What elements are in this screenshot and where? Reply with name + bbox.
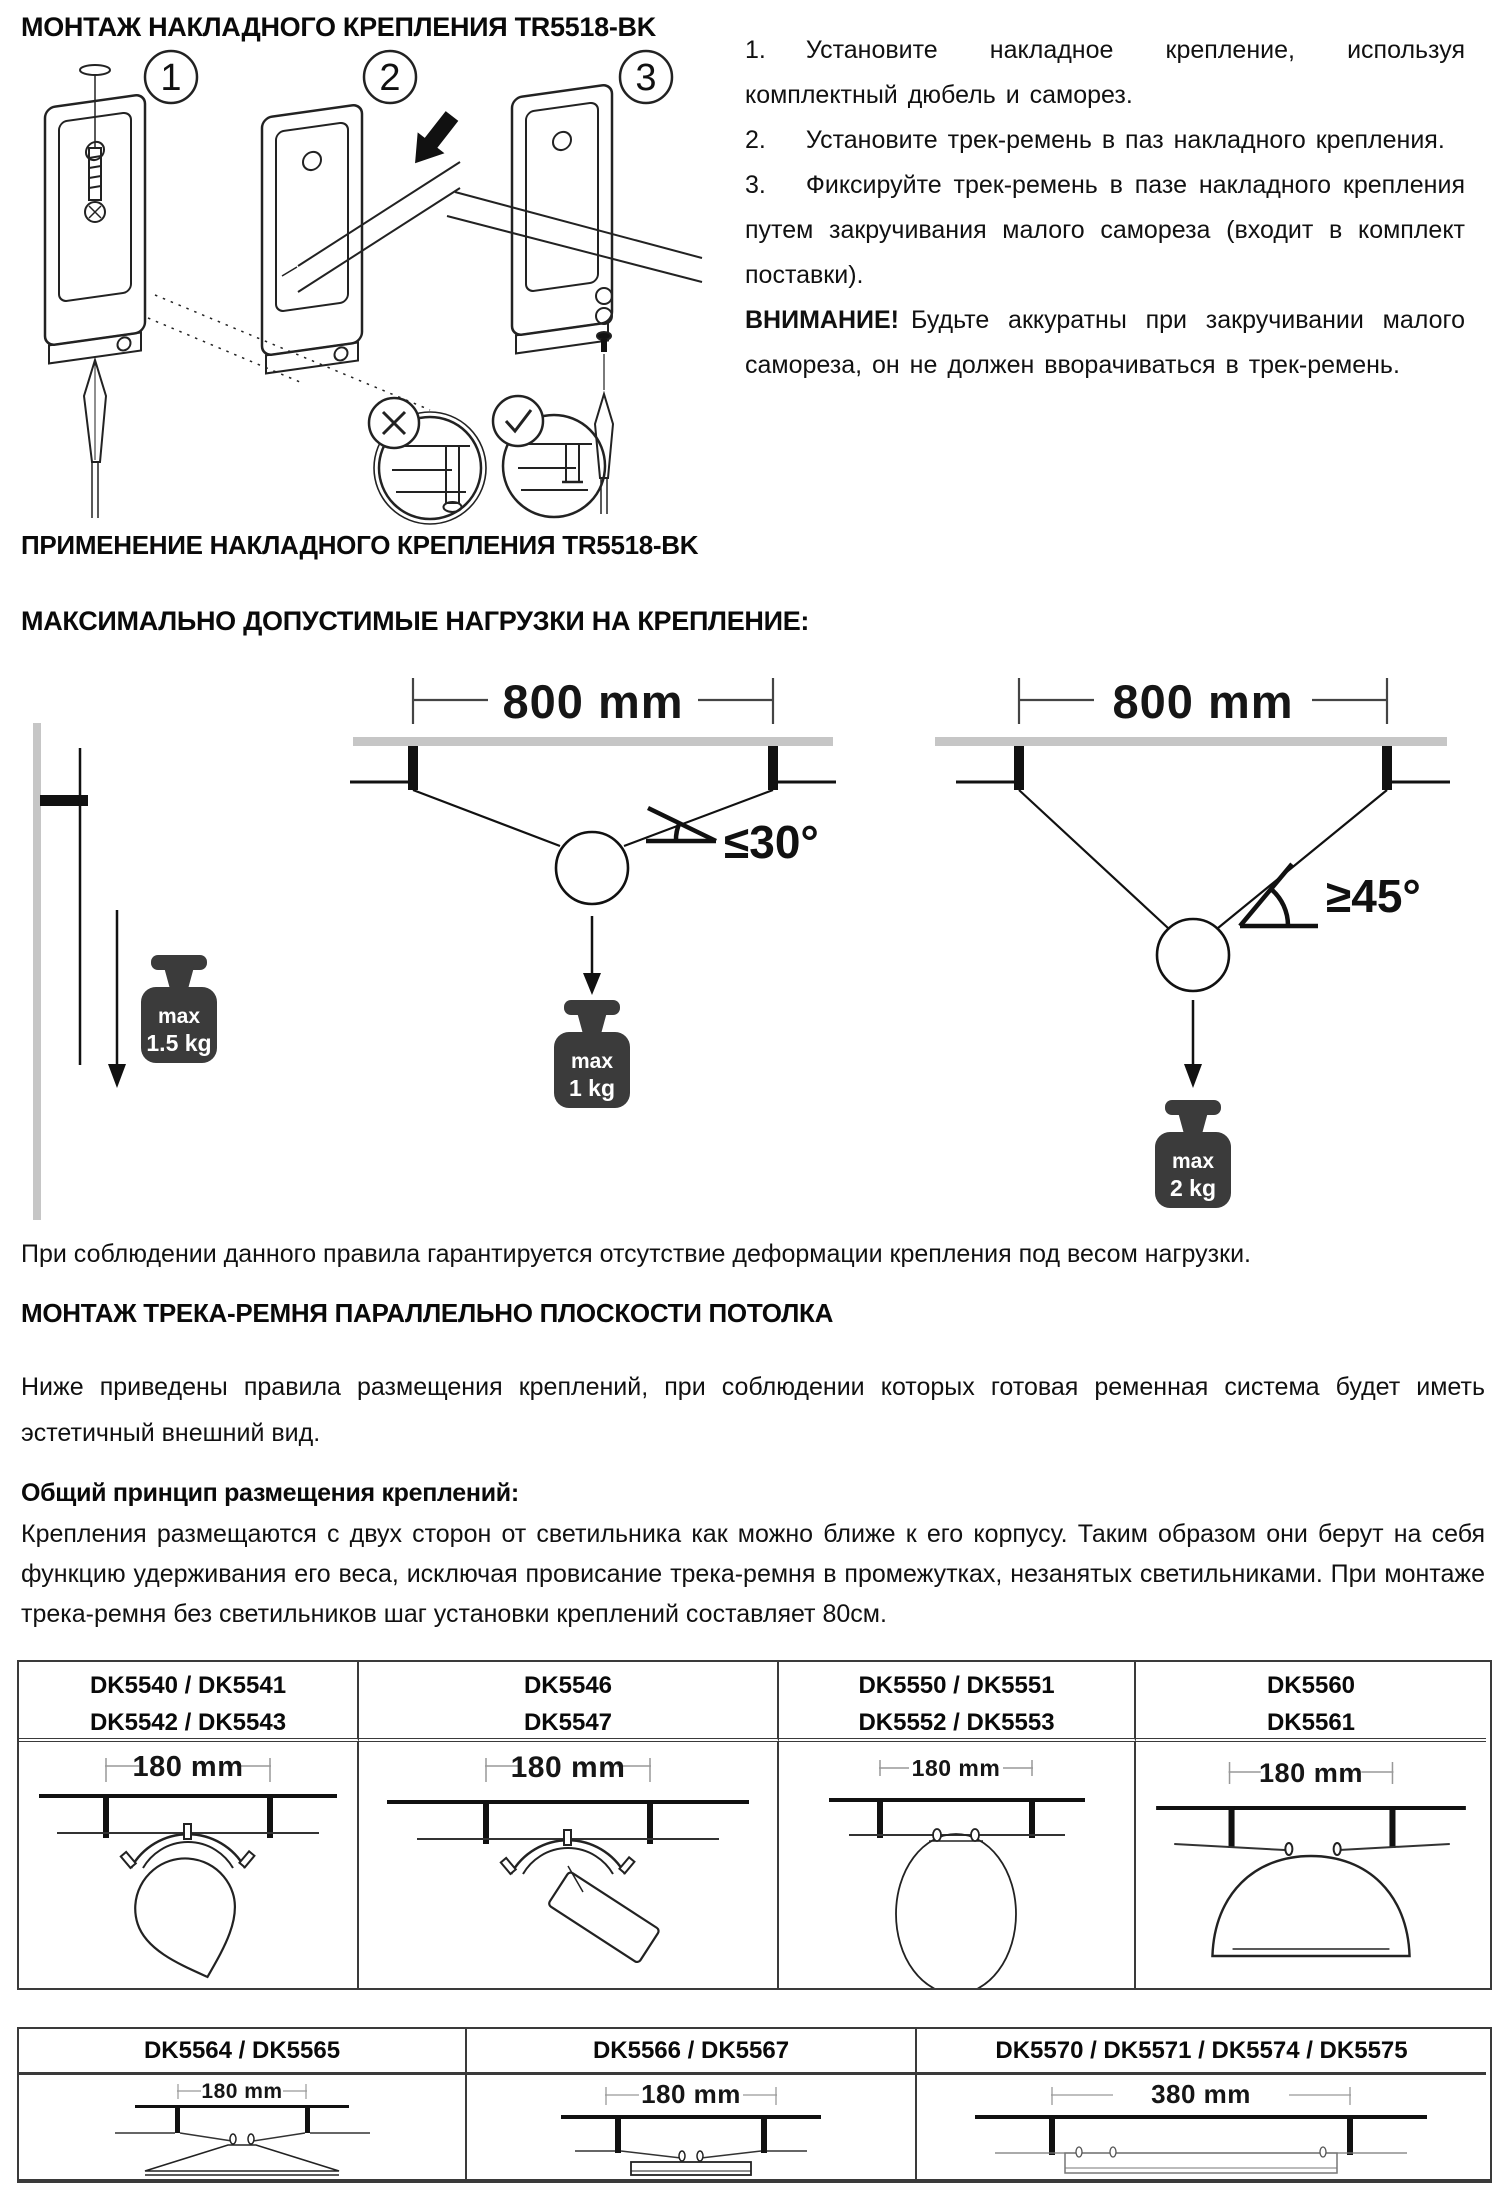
table1-diagram-col4 (1136, 1742, 1486, 1988)
luminaire-circle (1157, 919, 1229, 991)
cell-dimension-label: 180 mm (641, 2079, 741, 2109)
table1-header-col4 (1136, 1662, 1486, 1742)
correct-detail-circle (493, 396, 605, 517)
weight-value-label: 1.5 kg (146, 1030, 212, 1056)
principle-title: Общий принцип размещения креплений: (21, 1479, 519, 1507)
angle-wedge-icon (646, 808, 716, 841)
model-codes: DK5540 / DK5541 (89, 1672, 287, 1699)
angle-wedge-icon (1240, 864, 1318, 926)
weight-max-label: max (157, 1005, 201, 1028)
model-codes: DK5550 / DK5551 (858, 1672, 1055, 1699)
screw-icon (80, 65, 110, 222)
cell-dimension-label: 180 mm (911, 1755, 1001, 1781)
step-2-number: 2 (379, 57, 401, 99)
model-codes: DK5547 (523, 1709, 613, 1736)
instruction-text-block (745, 28, 1465, 388)
panel-lamp-diagram (467, 2075, 915, 2179)
mounting-steps-drawing (15, 40, 730, 535)
span-dimension-label: 800 mm (1112, 675, 1294, 728)
section-title-apply: ПРИМЕНЕНИЕ НАКЛАДНОГО КРЕПЛЕНИЯ TR5518-BK (21, 530, 699, 560)
model-codes: DK5566 / DK5567 (592, 2037, 790, 2064)
step-1-number: 1 (160, 57, 182, 99)
step-number: 1. (745, 36, 766, 64)
table1-diagram-col1 (19, 1742, 359, 1988)
cell-dimension-label: 180 mm (510, 1751, 626, 1784)
angle-label: ≤30° (724, 816, 819, 868)
step-3-number: 3 (635, 57, 657, 99)
fixing-screw-icon (596, 288, 612, 390)
model-codes: DK5570 / DK5571 / DK5574 / DK5575 (995, 2037, 1408, 2064)
weight-value-label: 2 kg (1169, 1175, 1217, 1201)
parallel-intro: Ниже приведены правила размещения креплений, при соблюдении которых готовая ременная система будет иметь эстетичный внешний вид. (21, 1373, 1485, 1447)
principle-text: Крепления размещаются с двух сторон от светильника как можно ближе к его корпусу. Таким образом они берут на себя функцию удерживания его веса, исключая провисание трека-ремня в промежутках, незанятых светильниками. При монтаже трека-ремня без светильников шаг установки креплений составляет 80см. (21, 1520, 1485, 1628)
loads-note: При соблюдении данного правила гарантируется отсутствие деформации крепления под весом нагрузки. (21, 1240, 1251, 1268)
sphere-lamp-diagram (779, 1742, 1134, 1988)
track-belt-step-3 (447, 192, 702, 282)
load-diagram-30deg (350, 675, 836, 1108)
cell-dimension-label: 380 mm (1151, 2079, 1251, 2109)
step-text: Фиксируйте трек-ремень в пазе накладного крепления путем закручивания малого самореза (входит в комплект поставки). (745, 171, 1465, 289)
model-codes: DK5560 (1266, 1672, 1356, 1699)
cone-lamp-diagram (19, 2075, 465, 2179)
table2-header-col1 (19, 2029, 467, 2075)
step-text-3 (745, 163, 1465, 298)
table1-header-col2 (359, 1662, 779, 1742)
weight-icon (554, 1000, 630, 1108)
warning-text: Будьте аккуратны при закручивании малого самореза, он не должен вворачиваться в трек-ремень. (745, 306, 1465, 379)
dome-lamp-diagram (1136, 1742, 1486, 1988)
cell-dimension-label: 180 mm (132, 1751, 244, 1783)
models-table-1 (17, 1660, 1492, 1990)
table2-diagram-col2 (467, 2075, 917, 2179)
step-text-1 (745, 28, 1465, 118)
spot-cylinder-diagram (359, 1742, 777, 1988)
section-title-parallel: МОНТАЖ ТРЕКА-РЕМНЯ ПАРАЛЛЕЛЬНО ПЛОСКОСТИ ПОТОЛКА (21, 1298, 834, 1328)
table1-diagram-col3 (779, 1742, 1136, 1988)
section-title-mount: МОНТАЖ НАКЛАДНОГО КРЕПЛЕНИЯ TR5518-BK (21, 12, 656, 42)
track-belt-step-2 (148, 162, 460, 410)
table2-header-col3 (917, 2029, 1486, 2075)
angle-label: ≥45° (1326, 870, 1421, 922)
wrong-detail-circle (369, 398, 486, 524)
step-text: Установите трек-ремень в паз накладного крепления. (805, 126, 1445, 154)
models-table-2 (17, 2027, 1492, 2183)
weight-icon (1155, 1100, 1231, 1208)
cell-dimension-label: 180 mm (201, 2080, 283, 2103)
max-load-diagrams (20, 650, 1470, 1225)
model-codes: DK5546 (523, 1672, 613, 1699)
table1-header-col3 (779, 1662, 1136, 1742)
step-number: 3. (745, 171, 766, 199)
luminaire-circle (556, 832, 628, 904)
screwdriver-icon (84, 360, 106, 518)
table1-diagram-col2 (359, 1742, 779, 1988)
step-text-2 (745, 118, 1465, 163)
model-codes: DK5542 / DK5543 (89, 1709, 287, 1736)
table2-header-col2 (467, 2029, 917, 2075)
model-codes: DK5561 (1266, 1709, 1356, 1736)
table2-diagram-col3 (917, 2075, 1486, 2179)
weight-max-label: max (1171, 1150, 1215, 1173)
bracket-step-2 (262, 104, 362, 374)
model-codes: DK5564 / DK5565 (143, 2037, 341, 2064)
load-diagram-vertical (33, 723, 217, 1220)
spot-teardrop-diagram (19, 1742, 357, 1988)
step-number: 2. (745, 126, 766, 154)
cell-dimension-label: 180 mm (1258, 1757, 1364, 1788)
wide-panel-lamp-diagram (917, 2075, 1486, 2179)
span-dimension-label: 800 mm (502, 675, 684, 728)
model-codes: DK5552 / DK5553 (858, 1709, 1055, 1736)
table1-header-col1 (19, 1662, 359, 1742)
warning-paragraph (745, 298, 1465, 388)
table2-diagram-col1 (19, 2075, 467, 2179)
load-diagram-45deg (935, 675, 1450, 1208)
weight-icon (141, 955, 217, 1063)
warning-label: ВНИМАНИЕ! (745, 306, 899, 334)
section-title-loads: МАКСИМАЛЬНО ДОПУСТИМЫЕ НАГРУЗКИ НА КРЕПЛЕНИЕ: (21, 606, 810, 636)
check-icon (493, 396, 543, 446)
weight-max-label: max (570, 1050, 614, 1073)
weight-value-label: 1 kg (568, 1075, 616, 1101)
step-text: Установите накладное крепление, используя комплектный дюбель и саморез. (745, 36, 1465, 109)
